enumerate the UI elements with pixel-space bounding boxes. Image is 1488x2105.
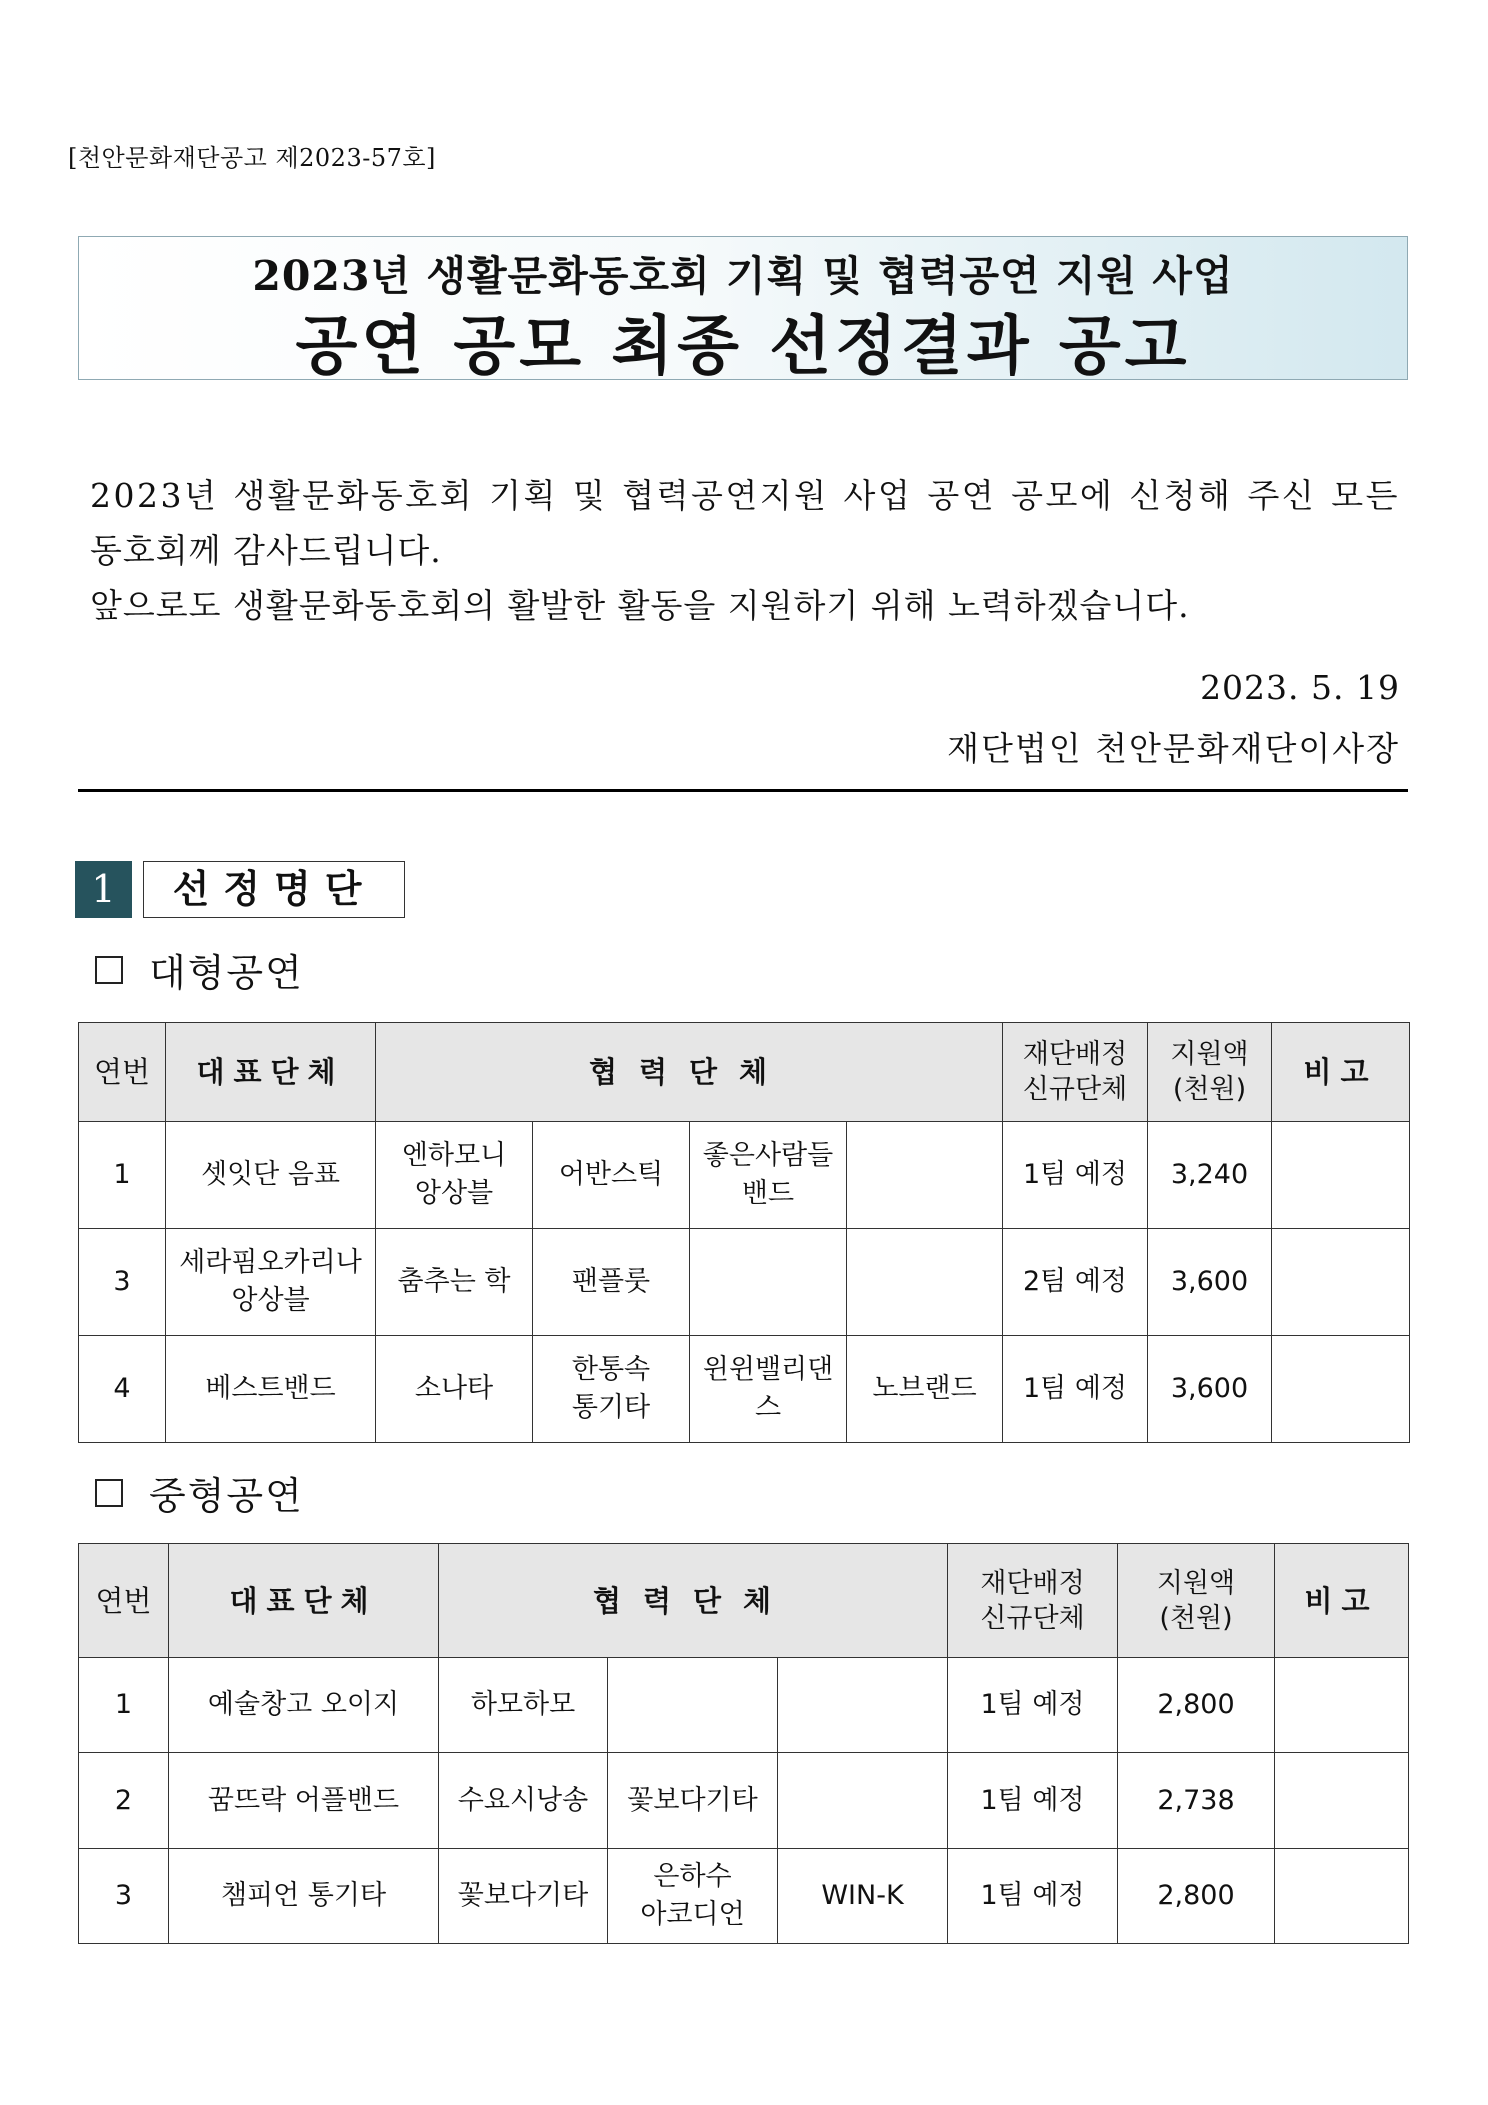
cell-amount: 2,800 xyxy=(1118,1849,1275,1944)
title-box xyxy=(78,236,1408,384)
table-header-row xyxy=(79,1544,1409,1658)
cell-partner: 춤추는 학 xyxy=(376,1229,533,1336)
cell-amount: 3,240 xyxy=(1148,1122,1272,1229)
cell-partner: 소나타 xyxy=(376,1336,533,1443)
cell-partner: 엔하모니 앙상블 xyxy=(376,1122,533,1229)
checkbox-icon xyxy=(95,956,123,984)
cell-partner: 한통속 통기타 xyxy=(533,1336,690,1443)
cell-new: 2팀 예정 xyxy=(1003,1229,1148,1336)
header-lead: 대표단체 xyxy=(169,1544,439,1658)
cell-note xyxy=(1272,1229,1410,1336)
header-new-line-1: 재단배정 xyxy=(1022,1039,1128,1070)
table-row xyxy=(79,1849,1409,1944)
table-row xyxy=(79,1658,1409,1753)
cell-partner: 어반스틱 xyxy=(533,1122,690,1229)
table-header-row xyxy=(79,1023,1410,1122)
cell-no: 1 xyxy=(79,1122,166,1229)
cell-note xyxy=(1272,1122,1410,1229)
announcement-date: 2023. 5. 19 xyxy=(1200,668,1400,707)
cell-partner: 팬플룻 xyxy=(533,1229,690,1336)
subheading-large-label: 대형공연 xyxy=(149,951,304,995)
section-title: 선정명단 xyxy=(143,861,405,918)
cell-lead: 꿈뜨락 어플밴드 xyxy=(169,1753,439,1849)
table-large-performances xyxy=(78,1022,1410,1443)
cell-partner xyxy=(608,1658,778,1753)
intro-line-1: 2023년 생활문화동호회 기획 및 협력공연지원 사업 공연 공모에 신청해 주신 모든 xyxy=(90,476,1400,515)
cell-partner xyxy=(778,1753,948,1849)
table-row xyxy=(79,1229,1410,1336)
table-medium-performances xyxy=(78,1543,1409,1944)
cell-new: 1팀 예정 xyxy=(948,1658,1118,1753)
notice-number: [천안문화재단공고 제2023-57호] xyxy=(68,144,436,172)
header-new xyxy=(948,1544,1118,1658)
table-row xyxy=(79,1122,1410,1229)
header-lead: 대표단체 xyxy=(166,1023,376,1122)
cell-partner: 노브랜드 xyxy=(847,1336,1003,1443)
header-new-line-1: 재단배정 xyxy=(980,1567,1085,1599)
header-no: 연번 xyxy=(79,1544,169,1658)
header-partners: 협력단체 xyxy=(376,1023,1003,1122)
intro-line-3: 앞으로도 생활문화동호회의 활발한 활동을 지원하기 위해 노력하겠습니다. xyxy=(90,586,1190,625)
subheading-medium-label: 중형공연 xyxy=(149,1474,304,1518)
checkbox-icon xyxy=(95,1479,123,1507)
cell-new: 1팀 예정 xyxy=(1003,1122,1148,1229)
cell-partner: WIN-K xyxy=(778,1849,948,1944)
cell-lead: 셋잇단 음표 xyxy=(166,1122,376,1229)
cell-no: 1 xyxy=(79,1658,169,1753)
header-amount xyxy=(1118,1544,1275,1658)
cell-amount: 3,600 xyxy=(1148,1336,1272,1443)
signer: 재단법인 천안문화재단이사장 xyxy=(947,729,1400,768)
section-number: 1 xyxy=(75,861,132,918)
header-note: 비고 xyxy=(1272,1023,1410,1122)
cell-amount: 2,800 xyxy=(1118,1658,1275,1753)
cell-partner xyxy=(847,1122,1003,1229)
cell-partner: 꽃보다기타 xyxy=(608,1753,778,1849)
subheading-large xyxy=(95,942,304,997)
cell-new: 1팀 예정 xyxy=(948,1753,1118,1849)
cell-partner: 꽃보다기타 xyxy=(439,1849,608,1944)
cell-partner xyxy=(690,1229,847,1336)
cell-note xyxy=(1275,1658,1409,1753)
header-amount-line-2: (천원) xyxy=(1172,1074,1247,1105)
title-line-2: 공연 공모 최종 선정결과 공고 xyxy=(295,309,1191,384)
header-amount-line-1: 지원액 xyxy=(1156,1567,1236,1599)
header-new-line-2: 신규단체 xyxy=(1022,1074,1128,1105)
cell-partner: 하모하모 xyxy=(439,1658,608,1753)
title-line-1: 2023년 생활문화동호회 기획 및 협력공연 지원 사업 xyxy=(252,252,1234,300)
table-row xyxy=(79,1753,1409,1849)
cell-lead: 세라핌오카리나 앙상블 xyxy=(166,1229,376,1336)
divider xyxy=(78,789,1408,792)
cell-lead: 챔피언 통기타 xyxy=(169,1849,439,1944)
cell-partner: 은하수 아코디언 xyxy=(608,1849,778,1944)
header-amount-line-2: (천원) xyxy=(1159,1602,1233,1634)
cell-amount: 3,600 xyxy=(1148,1229,1272,1336)
cell-new: 1팀 예정 xyxy=(948,1849,1118,1944)
cell-no: 3 xyxy=(79,1229,166,1336)
cell-amount: 2,738 xyxy=(1118,1753,1275,1849)
cell-no: 3 xyxy=(79,1849,169,1944)
cell-no: 2 xyxy=(79,1753,169,1849)
cell-new: 1팀 예정 xyxy=(1003,1336,1148,1443)
cell-no: 4 xyxy=(79,1336,166,1443)
cell-note xyxy=(1275,1753,1409,1849)
header-amount xyxy=(1148,1023,1272,1122)
cell-partner: 좋은사람들 밴드 xyxy=(690,1122,847,1229)
header-no: 연번 xyxy=(79,1023,166,1122)
subheading-medium xyxy=(95,1465,304,1520)
header-new-line-2: 신규단체 xyxy=(980,1602,1085,1634)
table-row xyxy=(79,1336,1410,1443)
cell-partner: 수요시낭송 xyxy=(439,1753,608,1849)
header-note: 비고 xyxy=(1275,1544,1409,1658)
cell-lead: 베스트밴드 xyxy=(166,1336,376,1443)
cell-partner xyxy=(847,1229,1003,1336)
header-new xyxy=(1003,1023,1148,1122)
cell-partner: 윈윈밸리댄스 xyxy=(690,1336,847,1443)
cell-note xyxy=(1275,1849,1409,1944)
cell-partner xyxy=(778,1658,948,1753)
cell-lead: 예술창고 오이지 xyxy=(169,1658,439,1753)
cell-note xyxy=(1272,1336,1410,1443)
header-partners: 협력단체 xyxy=(439,1544,948,1658)
header-amount-line-1: 지원액 xyxy=(1170,1039,1249,1070)
intro-line-2: 동호회께 감사드립니다. xyxy=(90,531,442,570)
